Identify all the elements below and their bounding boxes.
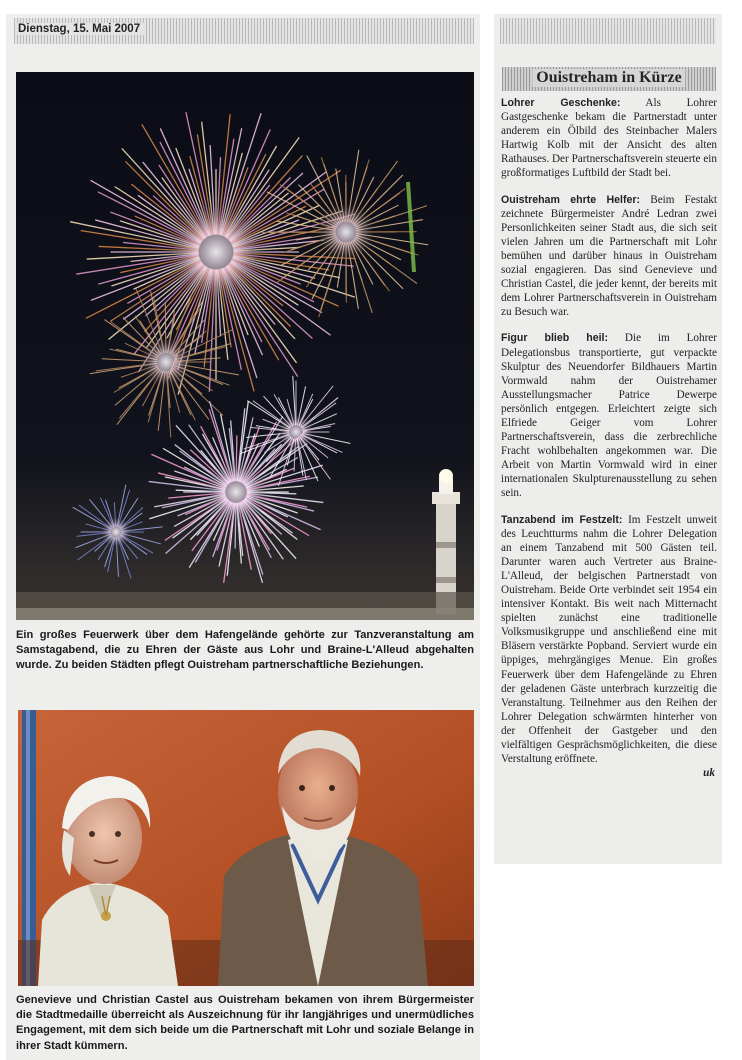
fireworks-photo <box>16 72 474 620</box>
sidebar-title-bar <box>502 67 716 91</box>
couple-caption: Genevieve und Christian Castel aus Ouistreham bekamen von ihrem Bürgermeister die Stadtmedaille überreicht als Auszeichnung für ihr langjähriges und unermüdliches Engagement, mit dem sich beide um die Partnerschaft mit Lohr und soziale Belange in ihrer Stadt kümmern. <box>16 994 474 1052</box>
news-item-text: Als Lohrer Gastgeschenke bekam die Partnerstadt unter anderem ein Ölbild des Steinbacher Malers Hartwig Kolb mit der Ansicht des alten Rathauses. Der Partnerschaftsverein steuerte ein großformatiges Luftbild der Stadt bei. <box>501 97 718 180</box>
dateline-bar <box>14 18 474 44</box>
news-item <box>501 331 717 500</box>
news-item-lead: Ouistreham ehrte Helfer: <box>501 193 641 206</box>
sidebar-title: Ouistreham in Kürze <box>532 69 685 87</box>
fireworks-caption: Ein großes Feuerwerk über dem Hafengelände gehörte zur Tanzveranstaltung am Samstagabend, die zu Ehren der Gäste aus Lohr und Braine-L'Alleud abgehalten wurde. Zu beiden Städten pflegt Ouistreham partnerschaftliche Beziehungen. <box>16 629 474 672</box>
news-item-lead: Lohrer Geschenke: <box>501 97 621 109</box>
issue-date: Dienstag, 15. Mai 2007 <box>16 23 144 35</box>
news-item-lead: Tanzabend im Festzelt: <box>501 513 623 526</box>
header-rule-right <box>500 18 716 44</box>
sidebar-news-column <box>501 96 717 780</box>
news-item-text: Beim Festakt zeichnete Bürgermeister André Ledran zwei Personlichkeiten seiner Stadt aus, die sich seit vielen Jahren um die Partnerschaft mit Lohr bemühen und darüber hinaus in Ouistreham sozial engagieren. Das sind Genevieve und Christian Castel, die jeder kennt, der bereits mit dem Lohrer Partnerschaftsverein in Ouistreham zu Besuch war. <box>501 193 717 319</box>
couple-portrait-illustration <box>18 710 474 986</box>
news-item <box>501 193 717 320</box>
news-item <box>501 96 717 181</box>
author-signature: uk <box>703 767 715 780</box>
news-item <box>501 513 717 767</box>
news-item-lead: Figur blieb heil: <box>501 332 608 345</box>
fireworks-illustration <box>16 72 474 620</box>
castel-couple-photo <box>18 710 474 986</box>
news-item-text: Im Festzelt unweit des Leuchtturms nahm die Lohrer Delegation an einem Tanzabend mit 500 Gästen teil. Darunter waren auch Vertreter aus Braine-L'Alleud, der belgischen Partnerstadt von Ouistreham. Beide Orte verbindet seit 1954 ein intensiver Kontakt. Bis weit nach Mitternacht spielten zunächst eine traditionelle Volksmusikgruppe und anschließend eine mit Bläsern verstärkte Popband. Serviert wurde ein üppiges, mehrgängiges Menue. Ein großes Feuerwerk über dem Hafengelände zu Ehren der geladenen Gäste unterbrach kurzzeitig die Veranstaltung. Teilnehmer aus den Reihen der Lohrer Delegation schwärmten hinterher von der Offenheit der Gastgeber und den vielfältigen Gesprächsmöglichkeiten, die diese Verstaltung eröffnete. <box>501 513 718 766</box>
news-item-text: Die im Lohrer Delegationsbus transportierte, gut verpackte Skulptur des Neuendorfer Bildhauers Martin Vormwald nahm der Ouistrehamer Ausstellungsmacher Patrice Dewerpe persönlich entgegen. Erleichtert zeigte sich Elfriede Geiger vom Lohrer Partnerschaftsverein, dass die zerbrechliche Fracht wohlbehalten angekommen war. Die Arbeit von Martin Vormwald wird in einer internationalen Skulpturenausstellung zu sehen sein. <box>501 332 718 500</box>
